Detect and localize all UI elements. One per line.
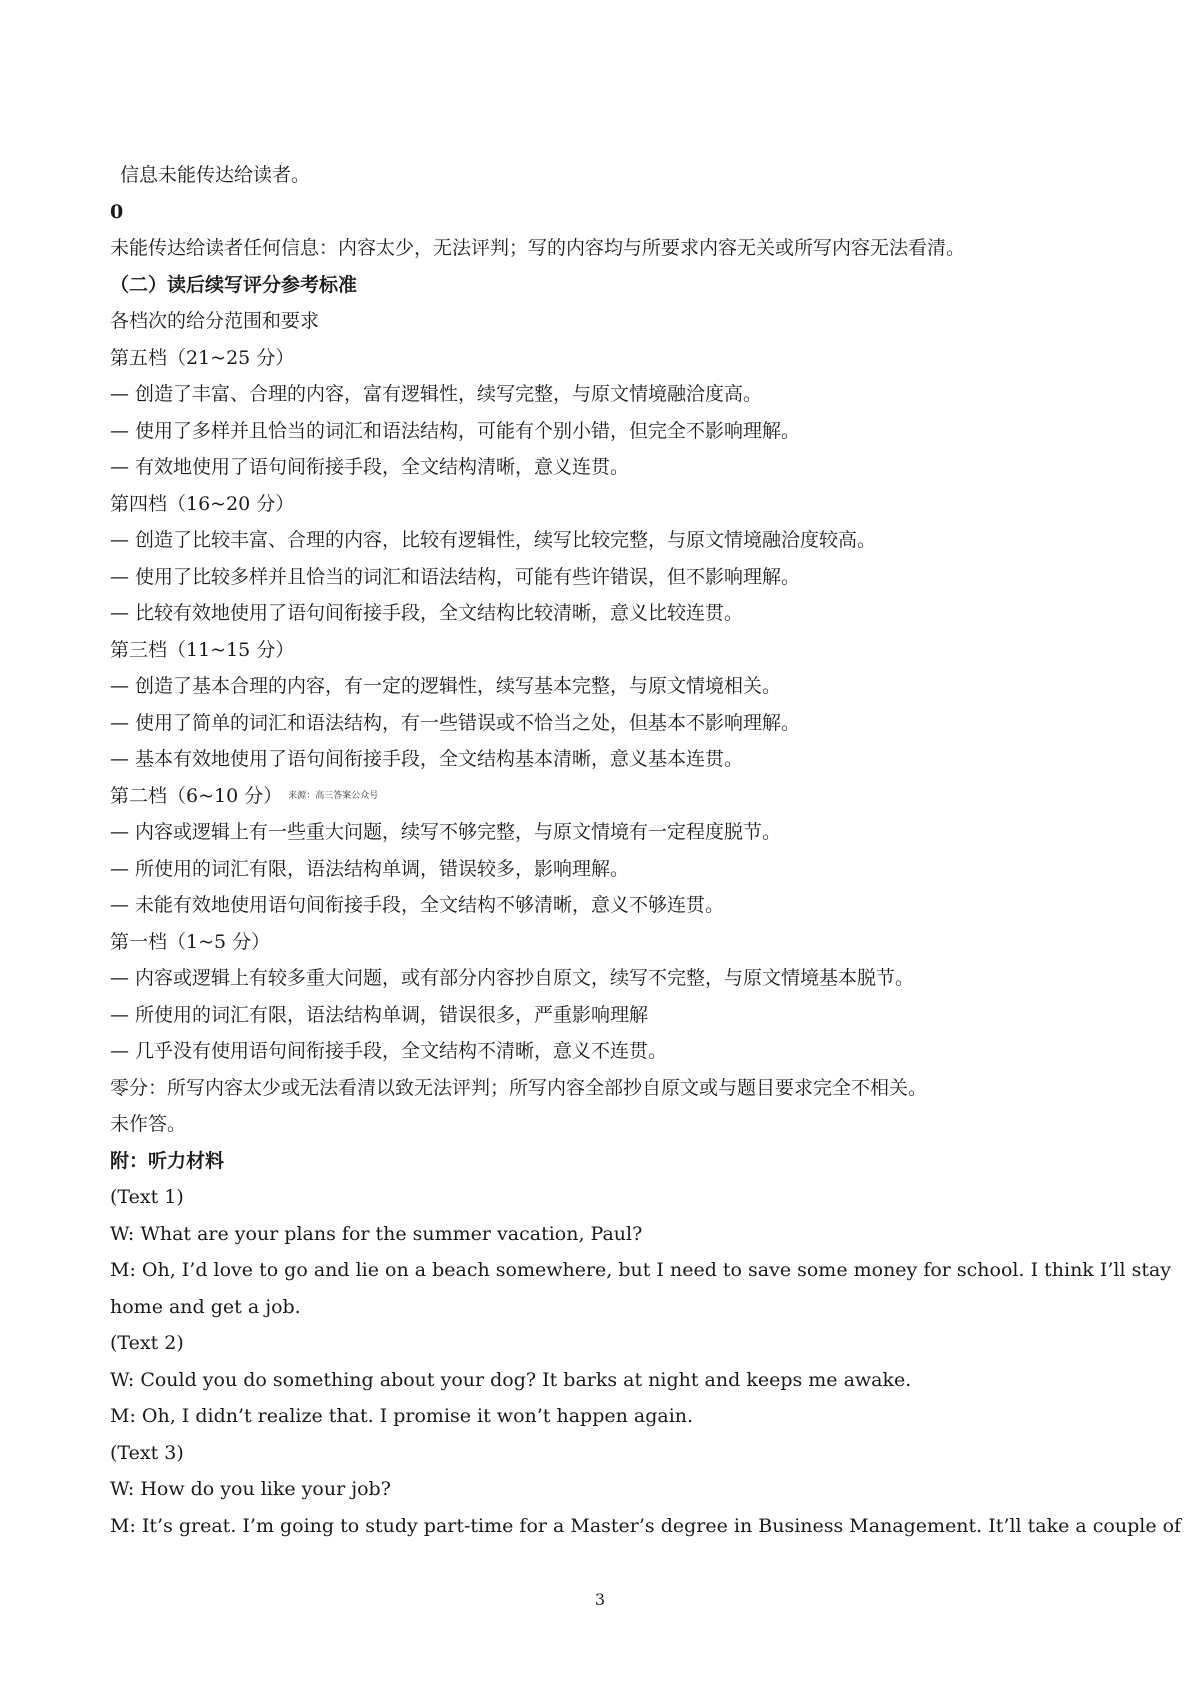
score-zero-label: 0 — [110, 200, 124, 223]
appendix-title: 附：听力材料 — [110, 1149, 225, 1172]
continuation-text: 信息未能传达给读者。 — [120, 164, 311, 186]
page-content — [110, 157, 1182, 1544]
level-title: 第五档（21~25 分） — [110, 346, 295, 369]
level-title: 第三档（11~15 分） — [110, 638, 295, 661]
score-zero-description: 未能传达给读者任何信息：内容太少，无法评判；写的内容均与所要求内容无关或所写内容无法看清。 — [110, 237, 966, 259]
text-label: (Text 2) — [110, 1332, 184, 1354]
level-block — [110, 632, 1100, 778]
page-number: 3 — [594, 1590, 606, 1609]
section-title: （二）读后续写评分参考标准 — [110, 273, 358, 296]
criterion-item: — 比较有效地使用了语句间衔接手段，全文结构比较清晰，意义比较连贯。 — [110, 602, 744, 624]
level-title-row — [110, 778, 1100, 815]
no-answer-text: 未作答。 — [110, 1113, 187, 1135]
level-block — [110, 778, 1100, 924]
level-block — [110, 924, 1100, 1070]
dialogue-line-continued: home and get a job. — [110, 1295, 301, 1318]
criterion-item: — 有效地使用了语句间衔接手段，全文结构清晰，意义连贯。 — [110, 456, 630, 478]
level-title: 第四档（16~20 分） — [110, 492, 295, 515]
criterion-item: — 所使用的词汇有限，语法结构单调，错误较多，影响理解。 — [110, 857, 630, 880]
level-block — [110, 340, 1100, 486]
dialogue-line: M: It’s great. I’m going to study part-time for a Master’s degree in Business Management. It’ll take a couple of — [110, 1514, 1182, 1537]
dialogue-line: M: Oh, I didn’t realize that. I promise it won’t happen again. — [110, 1405, 694, 1427]
dialogue-line: M: Oh, I’d love to go and lie on a beach somewhere, but I need to save some money for school. I think I’ll stay — [110, 1259, 1172, 1281]
text-label: (Text 3) — [110, 1441, 184, 1464]
criterion-item: — 未能有效地使用语句间衔接手段，全文结构不够清晰，意义不够连贯。 — [110, 894, 725, 916]
criterion-item: — 几乎没有使用语句间衔接手段，全文结构不清晰，意义不连贯。 — [110, 1040, 668, 1062]
section-subtitle: 各档次的给分范围和要求 — [110, 310, 320, 332]
criterion-item: — 创造了基本合理的内容，有一定的逻辑性，续写基本完整，与原文情境相关。 — [110, 675, 782, 697]
dialogue-line: W: What are your plans for the summer vacation, Paul? — [110, 1222, 643, 1245]
criterion-item: — 创造了比较丰富、合理的内容，比较有逻辑性，续写比较完整，与原文情境融洽度较高。 — [110, 529, 877, 551]
criterion-item: — 内容或逻辑上有一些重大问题，续写不够完整，与原文情境有一定程度脱节。 — [110, 821, 782, 843]
criterion-item: — 使用了比较多样并且恰当的词汇和语法结构，可能有些许错误，但不影响理解。 — [110, 565, 801, 588]
criterion-item: — 内容或逻辑上有较多重大问题，或有部分内容抄自原文，续写不完整，与原文情境基本脱节。 — [110, 967, 915, 989]
criterion-item: — 使用了简单的词汇和语法结构，有一些错误或不恰当之处，但基本不影响理解。 — [110, 711, 801, 734]
criterion-item: — 创造了丰富、合理的内容，富有逻辑性，续写完整，与原文情境融洽度高。 — [110, 383, 763, 405]
level-title: 第一档（1~5 分） — [110, 930, 271, 953]
criterion-item: — 使用了多样并且恰当的词汇和语法结构，可能有个别小错，但完全不影响理解。 — [110, 419, 801, 442]
dialogue-line: W: Could you do something about your dog? It barks at night and keeps me awake. — [110, 1368, 912, 1391]
text-label: (Text 1) — [110, 1186, 184, 1208]
level-block — [110, 486, 1100, 632]
criterion-item: — 基本有效地使用了语句间衔接手段，全文结构基本清晰，意义基本连贯。 — [110, 748, 744, 770]
zero-score-text: 零分：所写内容太少或无法看清以致无法评判；所写内容全部抄自原文或与题目要求完全不相关。 — [110, 1076, 928, 1099]
dialogue-line: W: How do you like your job? — [110, 1478, 391, 1500]
level-title: 第二档（6~10 分） — [110, 784, 283, 807]
source-note: 来源：高三答案公众号 — [288, 791, 379, 802]
criterion-item: — 所使用的词汇有限，语法结构单调，错误很多，严重影响理解 — [110, 1003, 649, 1026]
